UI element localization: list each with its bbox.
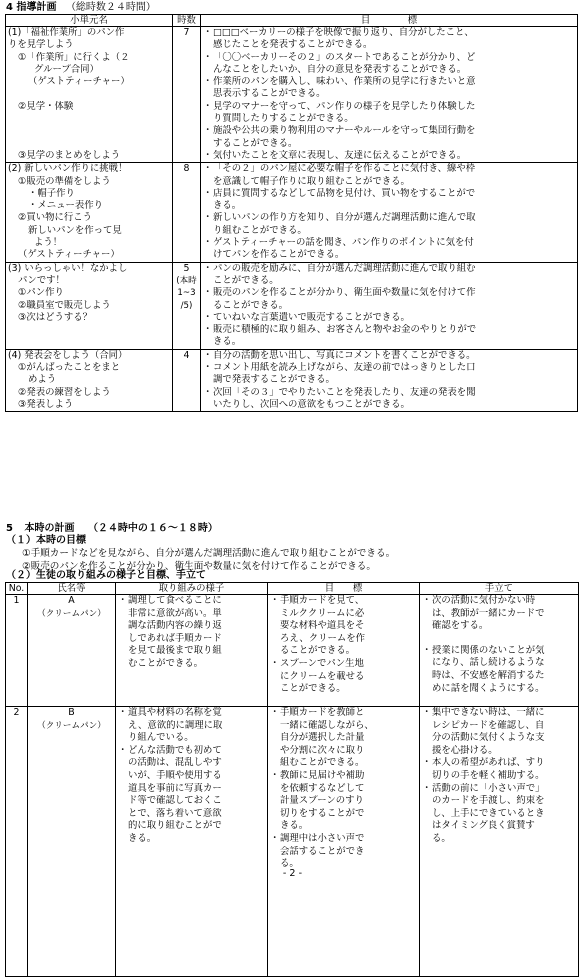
student-goal-line: ・ 教師に見届けや補助: [280, 769, 365, 781]
student-spacer: [422, 633, 576, 645]
plan-goal-line: ・ 次回「その３」でやりたいことを発表したり、友達の発表を聞: [213, 386, 476, 398]
plan-goal-item: [203, 387, 575, 412]
plan-row: [6, 349, 578, 411]
student-state-item: [118, 707, 265, 745]
student-goal-line: ・ 手順カードを見て、: [280, 595, 365, 606]
student-name: B: [68, 707, 75, 718]
plan-unit-line: ②発表の練習をしよう: [18, 386, 111, 398]
plan-goal-line: り質問したりすることができる。: [213, 113, 354, 125]
plan-hours-note: (本時: [176, 275, 197, 286]
student-goal-item: [270, 595, 417, 658]
student-goal-line: 自分が選択した計量: [280, 732, 365, 744]
student-support-line: 切りの手を軽く補助する。: [432, 769, 545, 781]
plan-goal-item: [203, 263, 575, 288]
student-state-line: 非常に意欲が高い。単: [128, 607, 222, 619]
student-state-line: きる。: [128, 832, 157, 844]
plan-unit-line: ③見学のまとめをしよう: [18, 149, 121, 161]
plan-goal-item: [203, 150, 575, 162]
student-support-cell: [420, 595, 579, 707]
student-goal-line: ことができる。: [280, 683, 346, 695]
section4-title: 指導計画: [16, 2, 57, 13]
plan-goal-item: [203, 324, 575, 349]
plan-unit-line: ①「作業所」に行くよ（２: [18, 51, 130, 63]
student-goal-line: ろえ、クリームを作: [280, 632, 365, 644]
student-state-line: ・ どんな活動でも初めて: [128, 744, 222, 756]
lesson-goal-subtitle: （１）本時の目標: [6, 535, 86, 546]
plan-unit-line: パンです！: [18, 274, 65, 286]
student-goal-line: 一緒に確認しながら、: [280, 719, 374, 731]
plan-unit-line: (3) いらっしゃい！なかよし: [8, 262, 128, 274]
student-header-state: 取り組みの様子: [116, 583, 268, 595]
student-support-line: 時は、不安感を解消するた: [432, 669, 545, 681]
student-support-item: [422, 645, 576, 695]
plan-goals-cell: [201, 27, 578, 163]
plan-goal-item: [203, 212, 575, 237]
plan-goal-line: んなことをしたいか、自分の意見を発表することができる。: [213, 63, 467, 75]
student-support-line: 確認をする。: [432, 620, 489, 632]
student-support-line: めに話を聞くようにする。: [432, 682, 545, 694]
plan-unit-cell: [6, 349, 173, 411]
student-support-line: 分の活動に気付くような支: [432, 732, 545, 744]
plan-goal-item: [203, 350, 575, 362]
plan-goal-line: ・ 「〇〇ベーカリーその２」のスタートであることが分かり、ど: [213, 51, 476, 63]
student-state-line: ド等で確認しておくこ: [128, 795, 222, 807]
plan-goal-item: [203, 188, 575, 213]
plan-goal-item: [203, 101, 575, 126]
plan-goals-cell: [201, 349, 578, 411]
student-goal-item: [270, 770, 417, 833]
student-goal-line: 計量スプーンのすり: [280, 795, 364, 807]
plan-goal-line: ・ 気付いたことを文章に表現し、友達に伝えることができる。: [213, 149, 467, 161]
plan-goal-line: ・ 「その２」のパン屋に必要な帽子を作ることに気付き、線や枠: [213, 163, 476, 175]
plan-unit-line: めよう: [28, 374, 57, 386]
student-support-item: [422, 783, 576, 846]
plan-row: [6, 163, 578, 262]
plan-header-goals: 目 標: [201, 15, 578, 27]
plan-unit-line: ②職員室で販売しよう: [18, 299, 111, 311]
plan-goal-line: を意識して帽子作りに取り組むことができる。: [213, 175, 410, 187]
student-name-cell: [28, 595, 116, 707]
plan-hours-value: 5: [183, 262, 190, 274]
section4-heading: [6, 2, 156, 14]
plan-goal-line: ・ ていねいな言葉遣いで販売することができる。: [213, 311, 410, 323]
student-state-line: り組んでいる。: [128, 732, 194, 744]
plan-unit-line: ②見学・体験: [18, 100, 74, 112]
student-goal-line: 会話することができ: [280, 845, 365, 857]
student-state-line: しであれば手順カード: [128, 632, 222, 644]
plan-hours-cell: [173, 163, 201, 262]
plan-goal-line: ・ □□□ベーカリーの様子を映像で振り返り、自分がしたこと、: [213, 27, 474, 38]
student-support-line: ・ 次の活動に気付かない時: [432, 595, 536, 606]
student-header-no: No.: [6, 583, 28, 595]
plan-goal-line: 感じたことを発表することができる。: [213, 39, 373, 51]
student-goal-line: ることができる。: [280, 645, 356, 657]
plan-unit-line: ②買い物に行こう: [18, 212, 93, 224]
student-goal-item: [270, 707, 417, 770]
plan-unit-line: よう！: [34, 237, 63, 249]
plan-goal-item: [203, 125, 575, 150]
student-state-line: 的に取り組むことがで: [128, 820, 222, 832]
student-support-item: [422, 757, 576, 782]
student-support-line: はタイミング良く賞賛す: [432, 820, 535, 832]
student-row: [6, 595, 579, 707]
plan-goal-line: ・ 自分の活動を思い出し、写真にコメントを書くことができる。: [213, 349, 476, 361]
plan-goal-line: ・ パンの販売を励みに、自分が選んだ調理活動に進んで取り組む: [213, 262, 476, 274]
plan-unit-cell: [6, 163, 173, 262]
section5-heading: [6, 523, 218, 535]
plan-goal-line: ・ 新しいパンの作り方を知り、自分が選んだ調理活動に進んで取: [213, 212, 476, 224]
plan-unit-line: [8, 88, 170, 100]
student-support-cell: [420, 707, 579, 977]
student-state-line: むことができる。: [128, 657, 204, 669]
student-header-row: [6, 583, 579, 595]
plan-header-row: [6, 15, 578, 27]
student-state-cell: [116, 707, 268, 977]
plan-unit-line: (2) 新しいパン作りに挑戦！: [8, 163, 128, 175]
plan-row: [6, 27, 578, 163]
student-name: A: [68, 595, 75, 606]
plan-hours-cell: [173, 262, 201, 349]
plan-goal-line: ・ 見学のマナーを守って、パン作りの様子を見学したり体験した: [213, 100, 476, 112]
student-support-line: し、上手にできているとき: [432, 807, 545, 819]
student-goal-line: ・ スプーンでパン生地: [280, 657, 364, 669]
plan-unit-cell: [6, 262, 173, 349]
plan-goal-item: [203, 237, 575, 262]
student-support-line: ・ 集中できない時は、一緒に: [432, 707, 545, 718]
student-state-line: いが、手順や使用する: [128, 769, 222, 781]
plan-unit-line: [8, 138, 170, 150]
student-state-item: [118, 745, 265, 846]
plan-goal-item: [203, 312, 575, 324]
teaching-plan-table: [5, 14, 578, 412]
student-bread: （クリームパン）: [37, 608, 106, 619]
section5-number: 5: [6, 523, 13, 534]
plan-goal-item: [203, 27, 575, 52]
plan-unit-line: グループ合同）: [34, 63, 99, 75]
student-state-line: 調な活動内容の繰り返: [128, 620, 222, 632]
student-section-subtitle: （２）生徒の取り組みの様子と目標、手立て: [6, 570, 206, 581]
plan-goal-line: することができる。: [213, 137, 298, 149]
plan-hours-cell: [173, 349, 201, 411]
student-goal-line: にクリームを載せる: [280, 670, 365, 682]
student-bread: （クリームパン）: [37, 720, 106, 731]
plan-unit-line: 新しいパンを作って見: [28, 224, 122, 236]
student-no-cell: [6, 707, 28, 977]
plan-goal-line: いたりし、次回への意欲をもつことができる。: [213, 398, 410, 410]
student-support-line: る。: [432, 832, 451, 844]
student-state-line: ・ 道具や材料の名称を覚: [128, 707, 222, 718]
plan-goal-line: 調で発表することができる。: [213, 374, 335, 386]
student-header-support: 手立て: [420, 583, 579, 595]
plan-goal-line: 思表示することができる。: [213, 88, 326, 100]
student-table: [5, 582, 579, 977]
section4-number: 4: [6, 2, 13, 13]
section4-hours-note: （総時数２４時間）: [65, 2, 156, 13]
student-state-cell: [116, 595, 268, 707]
plan-unit-line: ③発表しよう: [18, 398, 74, 410]
plan-unit-cell: [6, 27, 173, 163]
student-support-item: [422, 707, 576, 757]
student-support-line: ・ 活動の前に「小さい声で」: [432, 782, 545, 794]
plan-header-hours: 時数: [173, 15, 201, 27]
plan-unit-line: りを見学しよう: [8, 39, 74, 51]
student-support-line: のカードを手渡し、約束を: [432, 795, 545, 807]
lesson-goal-2: ②販売のパンを作ることが分かり、衛生面や数量に気を付けて作ることができる。: [22, 561, 376, 572]
plan-header-unit: 小単元名: [6, 15, 173, 27]
page-number: - 2 -: [282, 868, 303, 879]
plan-goal-item: [203, 52, 575, 77]
plan-unit-line: （ゲストティーチャー）: [18, 249, 120, 261]
plan-goal-line: ・ 施設や公共の乗り物利用のマナーやルールを守って集団行動を: [213, 125, 476, 137]
student-goal-line: 組むことができる。: [280, 757, 365, 769]
student-goal-line: 切りをすることがで: [280, 807, 365, 819]
plan-unit-line: ③次はどうする？: [18, 311, 93, 323]
lesson-goal-1: ①手順カードなどを見ながら、自分が選んだ調理活動に進んで取り組むことができる。: [22, 548, 396, 559]
student-state-line: え、意欲的に調理に取: [128, 719, 223, 731]
student-state-line: とで、落ち着いて意欲: [128, 807, 222, 819]
student-goal-line: ・ 調理中は小さい声で: [280, 832, 365, 844]
plan-goal-item: [203, 163, 575, 188]
student-goal-line: を依頼するなどして: [280, 782, 365, 794]
plan-goal-line: ・ 販売に積極的に取り組み、お客さんと物やお金のやりとりがで: [213, 324, 477, 336]
student-header-name: 氏名等: [28, 583, 116, 595]
student-state-line: 道具を事前に写真カー: [128, 782, 222, 794]
student-goal-line: や分割に次々に取り: [280, 744, 365, 756]
student-support-line: になり、話し続けるような: [432, 657, 545, 669]
plan-hours-value: 7: [183, 27, 190, 38]
student-row: [6, 707, 579, 977]
plan-hours-value: 8: [183, 163, 190, 175]
plan-goal-line: ・ コメント用紙を読み上げながら、友達の前ではっきりとした口: [213, 362, 476, 374]
plan-hours-note: 1~3: [177, 288, 196, 299]
plan-unit-line: [8, 125, 170, 137]
student-support-line: ・ 授業に関係のないことが気: [432, 644, 545, 656]
student-goal-line: 要な材料や道具をそ: [280, 620, 365, 632]
plan-hours-cell: [173, 27, 201, 163]
student-no: 2: [13, 707, 20, 718]
plan-goal-line: ることができる。: [213, 299, 289, 311]
student-no: 1: [13, 595, 20, 606]
student-support-line: ・ 本人の希望があれば、すり: [432, 757, 545, 769]
plan-goal-line: ・ 販売のパンを作ることが分かり、衛生面や数量に気を付けて作: [213, 287, 476, 299]
student-no-cell: [6, 595, 28, 707]
student-state-line: の活動は、混乱しやす: [128, 757, 222, 769]
plan-unit-line: ①販売の準備をしよう: [18, 175, 111, 187]
student-header-goal: 目 標: [268, 583, 420, 595]
student-goal-item: [270, 658, 417, 696]
plan-hours-note: /5): [180, 300, 193, 311]
plan-goal-line: ・ ゲストティーチャーの話を聞き、パン作りのポイントに気を付: [213, 237, 474, 249]
student-support-line: 援を心掛ける。: [432, 744, 498, 756]
plan-row: [6, 262, 578, 349]
student-support-line: レシピカードを確認し、自: [432, 719, 545, 731]
plan-unit-line: ①パン作り: [18, 287, 64, 299]
plan-goals-cell: [201, 262, 578, 349]
plan-goal-line: きる。: [213, 336, 242, 348]
plan-unit-line: (4) 発表会をしよう（合同）: [8, 349, 128, 361]
plan-unit-line: ①がんばったことをまと: [18, 362, 121, 374]
student-state-item: [118, 595, 265, 671]
student-support-item: [422, 595, 576, 633]
plan-unit-line: ・帽子作り: [28, 187, 75, 199]
plan-unit-line: ・メニュー表作り: [28, 200, 104, 212]
student-goal-line: る。: [280, 858, 299, 870]
plan-goal-line: ・ 作業所のパンを購入し、味わい、作業所の見学に行きたいと意: [213, 76, 476, 88]
plan-goal-item: [203, 287, 575, 312]
student-goal-cell: [268, 595, 420, 707]
plan-goal-line: ことができる。: [213, 274, 279, 286]
student-goal-line: ミルククリームに必: [280, 607, 365, 619]
plan-goal-line: けてパンを作ることができる。: [213, 249, 345, 261]
plan-hours-value: 4: [183, 349, 190, 361]
student-name-cell: [28, 707, 116, 977]
section5-title: 本時の計画: [24, 523, 75, 534]
student-goal-item: [270, 833, 417, 871]
plan-goal-line: り組むことができる。: [213, 224, 307, 236]
student-goal-line: きる。: [280, 820, 309, 832]
plan-goal-line: きる。: [213, 200, 242, 212]
plan-unit-line: （ゲストティーチャー）: [28, 76, 130, 88]
student-state-line: ・ 調理して食べることに: [128, 595, 222, 606]
plan-unit-line: (1)「福祉作業所」のパン作: [8, 27, 125, 38]
student-state-line: を見て最後まで取り組: [128, 645, 222, 657]
plan-goal-item: [203, 362, 575, 387]
plan-goal-line: ・ 店員に質問するなどして品物を見付け、買い物をすることがで: [213, 187, 476, 199]
plan-goal-item: [203, 76, 575, 101]
section5-hours-note: （２４時中の１６～１８時）: [87, 523, 218, 534]
plan-unit-line: [8, 113, 170, 125]
plan-goals-cell: [201, 163, 578, 262]
student-goal-line: ・ 手順カードを教師と: [280, 707, 365, 718]
student-goal-cell: [268, 707, 420, 977]
student-support-line: は、教師が一緒にカードで: [432, 607, 545, 619]
